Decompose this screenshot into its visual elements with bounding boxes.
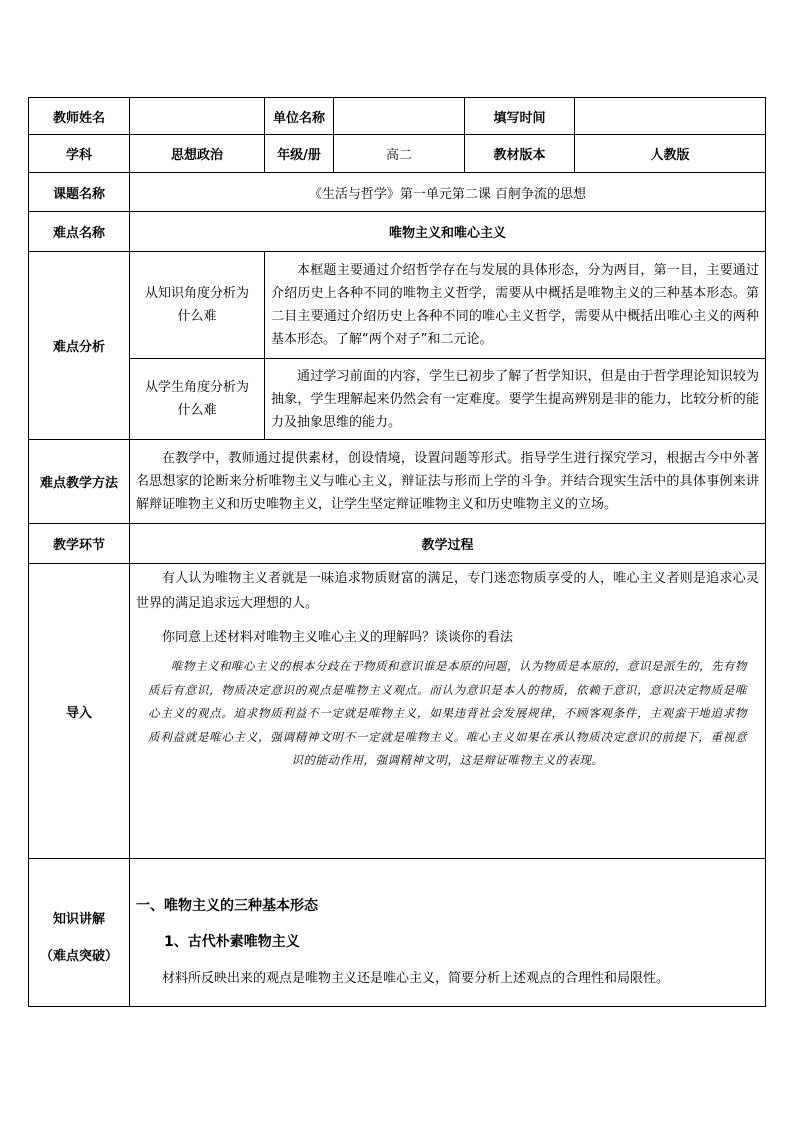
course-row [29, 173, 766, 212]
knowledge-angle-text: 本框题主要通过介绍哲学存在与发展的具体形态，分为两目，第一目，主要通过介绍历史上各种不同的唯物主义哲学，需要从中概括是唯物主义的三种基本形态。第二目主要通过介绍历史上各种不同的唯心主义哲学，需要从中概括出唯心主义的两种基本形态。了解“两个对子”和二元论。 [271, 263, 759, 347]
intro-row [29, 564, 766, 859]
knowledge-angle-cell [265, 252, 766, 359]
intro-question: 你同意上述材料对唯物主义唯心主义的理解吗？谈谈你的看法 [162, 630, 514, 645]
difficulty-name-value: 唯物主义和唯心主义 [130, 212, 766, 252]
knowledge-label-cell [29, 859, 130, 1007]
analysis-label: 难点分析 [29, 252, 130, 440]
knowledge-heading-1: 一、唯物主义的三种基本形态 [136, 898, 318, 914]
header-row-1 [29, 98, 766, 135]
student-angle-cell [265, 359, 766, 440]
header-row-2 [29, 135, 766, 173]
intro-paragraph-1: 有人认为唯物主义者就是一味追求物质财富的满足，专门迷恋物质享受的人，唯心主义者则是追求心灵世界的满足追求远大理想的人。 [136, 571, 759, 611]
method-row [29, 440, 766, 524]
subject-value: 思想政治 [130, 135, 265, 173]
knowledge-angle-label: 从知识角度分析为什么难 [130, 252, 265, 359]
teaching-stage-label: 教学环节 [29, 524, 130, 564]
process-header-row [29, 524, 766, 564]
subject-label: 学科 [29, 135, 130, 173]
knowledge-heading-2: 1、古代朴素唯物主义 [164, 934, 300, 950]
intro-label: 导入 [29, 564, 130, 859]
teacher-name-value [130, 98, 265, 135]
difficulty-row [29, 212, 766, 252]
knowledge-sublabel: （难点突破） [39, 948, 118, 964]
lesson-plan-table [28, 97, 766, 1007]
intro-cell [130, 564, 766, 859]
student-angle-label: 从学生角度分析为什么难 [130, 359, 265, 440]
method-text: 在教学中，教师通过提供素材，创设情境，设置问题等形式。指导学生进行探究学习，根据古今中外著名思想家的论断来分析唯物主义与唯心主义，辩证法与形而上学的斗争。并结合现实生活中的具体事例来讲解辩证唯物主义和历史唯物主义，让学生坚定辩证唯物主义和历史唯物主义的立场。 [136, 451, 759, 512]
knowledge-paragraph: 材料所反映出来的观点是唯物主义还是唯心主义，简要分析上述观点的合理性和局限性。 [162, 971, 670, 986]
grade-value: 高二 [334, 135, 465, 173]
analysis-row-student [29, 359, 766, 440]
knowledge-cell [130, 859, 766, 1007]
edition-label: 教材版本 [465, 135, 575, 173]
method-cell [130, 440, 766, 524]
fill-time-label: 填写时间 [465, 98, 575, 135]
method-label: 难点教学方法 [29, 440, 130, 524]
unit-name-value [334, 98, 465, 135]
grade-label: 年级/册 [265, 135, 334, 173]
course-title-label: 课题名称 [29, 173, 130, 212]
course-title-value: 《生活与哲学》第一单元第二课 百舸争流的思想 [130, 173, 766, 212]
student-angle-text: 通过学习前面的内容，学生已初步了解了哲学知识，但是由于哲学理论知识较为抽象，学生理解起来仍然会有一定难度。要学生提高辨别是非的能力，比较分析的能力及抽象思维的能力。 [271, 368, 759, 430]
difficulty-name-label: 难点名称 [29, 212, 130, 252]
fill-time-value [575, 98, 766, 135]
edition-value: 人教版 [575, 135, 766, 173]
unit-name-label: 单位名称 [265, 98, 334, 135]
teaching-process-label: 教学过程 [130, 524, 766, 564]
intro-handwritten-answer: 唯物主义和唯心主义的根本分歧在于物质和意识谁是本原的问题，认为物质是本原的，意识是派生的，先有物质后有意识，物质决定意识的观点是唯物主义观点。而认为意识是本人的物质，依赖于意识，意识决定物质是唯心主义的观点。追求物质利益不一定就是唯物主义，如果违背社会发展规律，不顾客观条件，主观蛮干地追求物质利益就是唯心主义，强调精神文明不一定就是唯物主义。唯心主义如果在承认物质决定意识的前提下，重视意识的能动作用，强调精神文明，这是辩证唯物主义的表现。 [148, 659, 747, 767]
analysis-row-knowledge [29, 252, 766, 359]
knowledge-label: 知识讲解 [52, 911, 105, 927]
teacher-name-label: 教师姓名 [29, 98, 130, 135]
knowledge-row [29, 859, 766, 1007]
